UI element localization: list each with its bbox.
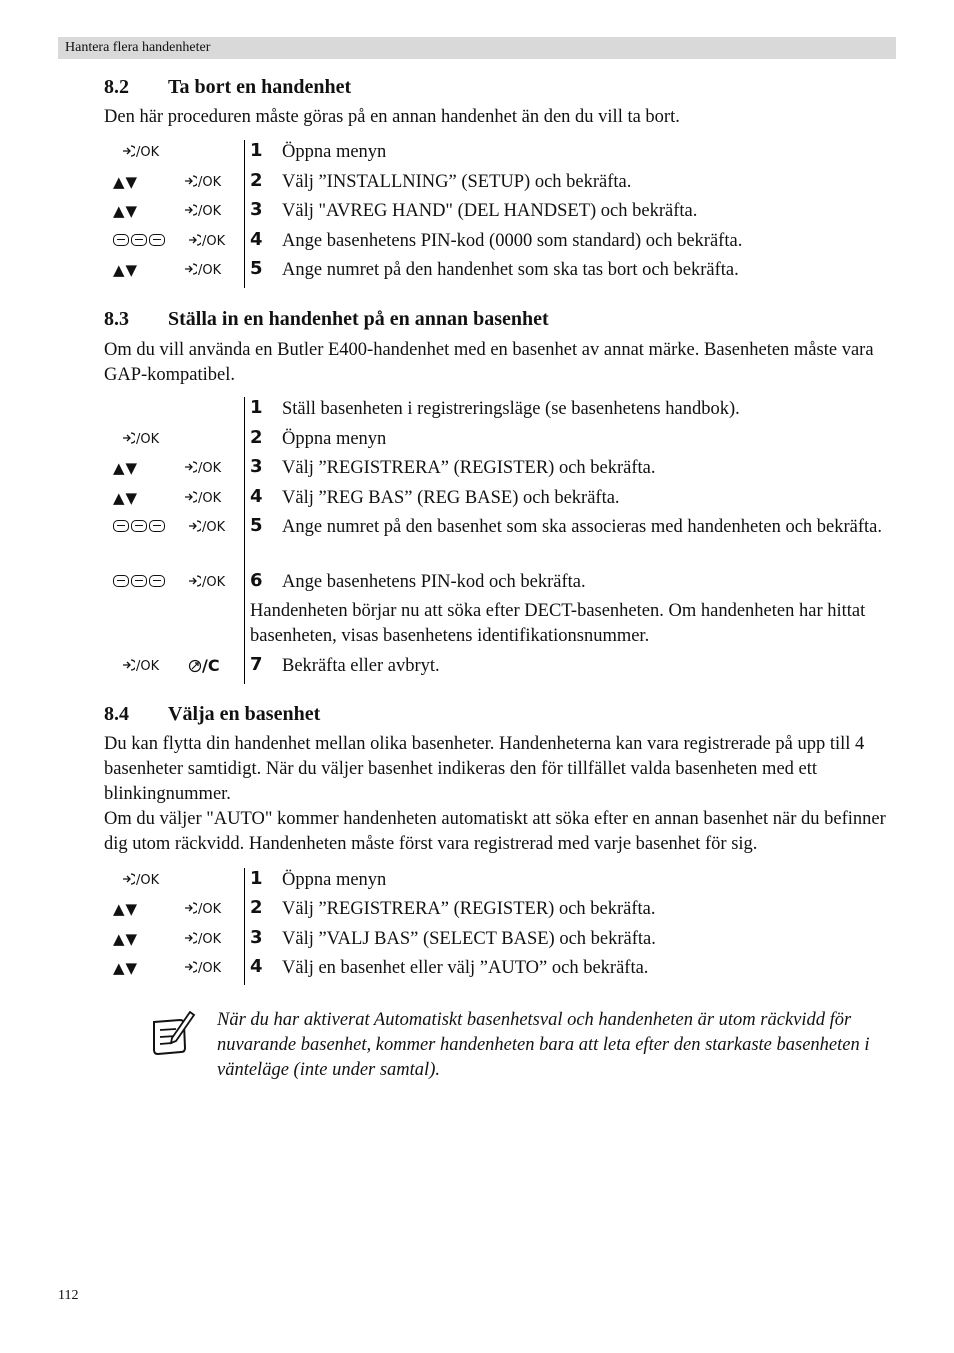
step-row <box>0 140 954 170</box>
step-row <box>0 486 954 516</box>
step-row <box>0 927 954 957</box>
step-text: Välj en basenhet eller välj ”AUTO” och bekräfta. <box>282 958 649 978</box>
step-row <box>0 170 954 200</box>
step-text: Ställ basenheten i registreringsläge (se basenhetens handbok). <box>282 399 740 419</box>
up-down-arrows-icon: ▲▼ <box>113 173 139 191</box>
ok-key-icon <box>121 144 159 161</box>
step-row <box>0 570 954 600</box>
cancel-key-label: /C <box>202 656 220 675</box>
ok-key-icon <box>187 574 225 591</box>
section-title: Ta bort en handenhet <box>168 76 352 98</box>
section-intro: Den här proceduren måste göras på en annan handenhet än den du vill ta bort. <box>104 107 680 127</box>
step-number: 1 <box>250 397 263 418</box>
step-text: Välj ”REGISTRERA” (REGISTER) och bekräfta. <box>282 458 656 478</box>
step-row <box>0 956 954 986</box>
up-down-arrows-icon: ▲▼ <box>113 930 139 948</box>
step-number: 2 <box>250 170 263 191</box>
ok-key-label: /OK <box>136 432 160 447</box>
up-down-arrows-icon: ▲▼ <box>113 261 139 279</box>
step-number: 3 <box>250 927 263 948</box>
ok-key-label: /OK <box>198 932 222 947</box>
up-down-arrows-icon: ▲▼ <box>113 900 139 918</box>
step-row <box>0 229 954 259</box>
page-header-bar <box>58 37 896 59</box>
ok-key-icon <box>183 901 221 918</box>
step-number: 3 <box>250 199 263 220</box>
ok-key-icon <box>187 233 225 250</box>
step-text: Välj ”INSTALLNING” (SETUP) och bekräfta. <box>282 172 632 192</box>
ok-key-label: /OK <box>198 263 222 278</box>
step-text: Ange basenhetens PIN-kod och bekräfta. <box>282 572 586 592</box>
page-header-title: Hantera flera handenheter <box>65 40 211 55</box>
ok-key-icon <box>183 960 221 977</box>
cancel-key-icon <box>188 658 220 675</box>
step-number: 4 <box>250 486 263 507</box>
ok-key-label: /OK <box>136 873 160 888</box>
ok-key-icon <box>183 262 221 279</box>
step-row <box>0 258 954 288</box>
step-text: Bekräfta eller avbryt. <box>282 656 440 676</box>
ok-key-icon <box>183 931 221 948</box>
step-row <box>0 397 954 427</box>
step-row <box>0 456 954 486</box>
section-heading-8-3 <box>104 307 549 331</box>
up-down-arrows-icon: ▲▼ <box>113 489 139 507</box>
step-number: 4 <box>250 229 263 250</box>
ok-key-icon <box>121 431 159 448</box>
step-number: 7 <box>250 654 263 675</box>
step-row <box>0 427 954 457</box>
step-row <box>0 654 954 684</box>
step-row <box>0 868 954 898</box>
ok-key-label: /OK <box>198 491 222 506</box>
section-intro: Du kan flytta din handenhet mellan olika basenheter. Handenheterna kan vara registrerade på upp till 4 basenheter samtidigt. När du väljer basenhet indikeras den för tillfället valda basenheten med ett blinkingnummer. <box>104 734 865 804</box>
section-title: Välja en basenhet <box>168 703 321 725</box>
section-heading-8-4 <box>104 702 320 726</box>
ok-key-icon <box>183 174 221 191</box>
ok-key-icon <box>121 658 159 675</box>
step-text: Ange numret på den handenhet som ska tas bort och bekräfta. <box>282 260 739 280</box>
ok-key-icon <box>187 519 225 536</box>
number-keys-icon <box>113 575 167 589</box>
tip-note: När du har aktiverat Automatiskt basenhetsval och handenheten är utom räckvidd för nuvarande basenhet, kommer handenheten bara att leta efter den starkaste basenheten i vänteläge (inte under samtal). <box>217 1010 870 1080</box>
step-number: 5 <box>250 515 263 536</box>
step-text: Välj ”REGISTRERA” (REGISTER) och bekräfta. <box>282 899 656 919</box>
step-text: Ange basenhetens PIN-kod (0000 som standard) och bekräfta. <box>282 231 743 251</box>
step-row <box>0 199 954 229</box>
section-heading-8-2 <box>104 75 351 99</box>
number-keys-icon <box>113 234 167 248</box>
step-text: Ange numret på den basenhet som ska associeras med handenheten och bekräfta. <box>282 517 883 537</box>
step-text: Öppna menyn <box>282 429 387 449</box>
step-text: Välj ”REG BAS” (REG BASE) och bekräfta. <box>282 488 620 508</box>
ok-key-label: /OK <box>136 659 160 674</box>
ok-key-icon <box>183 460 221 477</box>
step-note: Handenheten börjar nu att söka efter DECT-basenheten. Om handenheten har hittat basenheten, visas basenhetens identifikationsnummer. <box>250 601 866 646</box>
ok-key-label: /OK <box>198 204 222 219</box>
page-number: 112 <box>58 1288 79 1303</box>
section-number: 8.2 <box>104 76 129 98</box>
step-text: Öppna menyn <box>282 142 387 162</box>
up-down-arrows-icon: ▲▼ <box>113 202 139 220</box>
step-row <box>0 897 954 927</box>
ok-key-label: /OK <box>198 902 222 917</box>
ok-key-label: /OK <box>136 145 160 160</box>
step-number: 3 <box>250 456 263 477</box>
section-intro: Om du vill använda en Butler E400-handenhet med en basenhet av annat märke. Basenheten måste vara GAP-kompatibel. <box>104 340 874 385</box>
ok-key-label: /OK <box>202 520 226 535</box>
step-text: Välj "AVREG HAND" (DEL HANDSET) och bekräfta. <box>282 201 698 221</box>
memo-note-icon <box>150 1008 196 1060</box>
step-number: 6 <box>250 570 263 591</box>
ok-key-label: /OK <box>202 234 226 249</box>
step-text: Öppna menyn <box>282 870 387 890</box>
step-row <box>0 515 954 570</box>
section-intro-2: Om du väljer "AUTO" kommer handenheten automatiskt att söka efter en annan basenhet när du befinner dig utom räckvidd. Handenheten måste först vara registrerad med varje basenhet för sig. <box>104 809 886 854</box>
ok-key-label: /OK <box>198 461 222 476</box>
up-down-arrows-icon: ▲▼ <box>113 959 139 977</box>
ok-key-label: /OK <box>198 961 222 976</box>
step-number: 1 <box>250 140 263 161</box>
step-number: 5 <box>250 258 263 279</box>
step-text: Välj ”VALJ BAS” (SELECT BASE) och bekräfta. <box>282 929 656 949</box>
ok-key-icon <box>183 490 221 507</box>
section-title: Ställa in en handenhet på en annan basenhet <box>168 308 549 330</box>
section-number: 8.3 <box>104 308 129 330</box>
step-number: 1 <box>250 868 263 889</box>
step-number: 4 <box>250 956 263 977</box>
section-number: 8.4 <box>104 703 129 725</box>
number-keys-icon <box>113 520 167 534</box>
ok-key-icon <box>121 872 159 889</box>
step-number: 2 <box>250 897 263 918</box>
ok-key-label: /OK <box>198 175 222 190</box>
step-number: 2 <box>250 427 263 448</box>
ok-key-icon <box>183 203 221 220</box>
up-down-arrows-icon: ▲▼ <box>113 459 139 477</box>
ok-key-label: /OK <box>202 575 226 590</box>
